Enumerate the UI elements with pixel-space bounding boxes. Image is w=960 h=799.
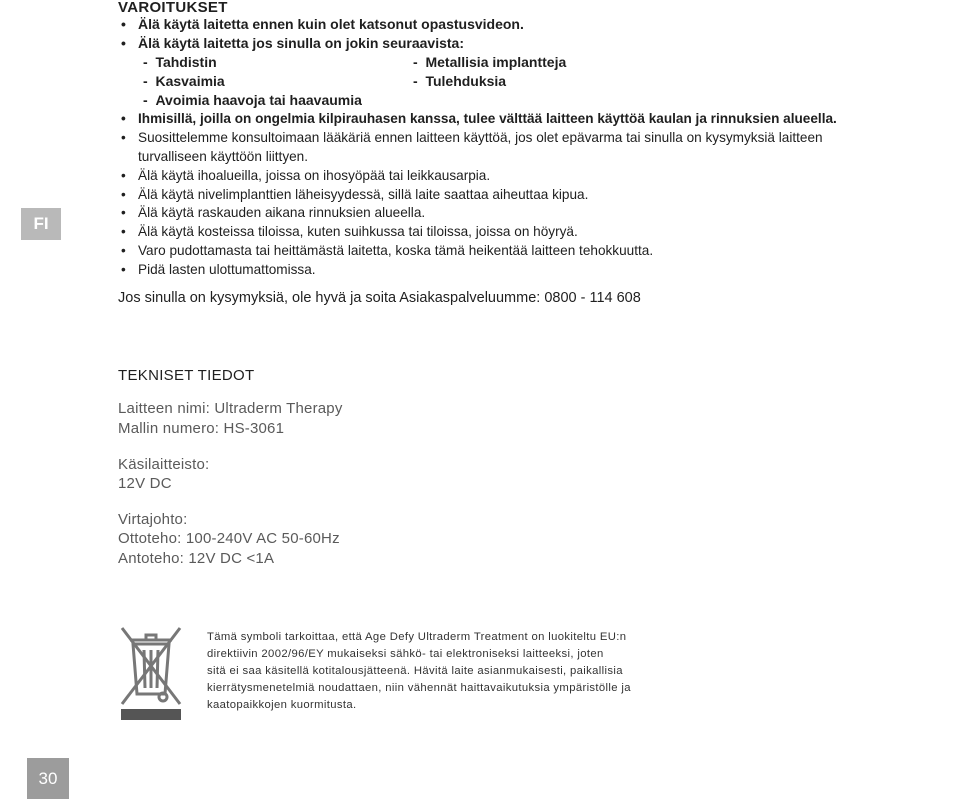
specs-heading: TEKNISET TIEDOT — [118, 367, 255, 384]
customer-service-contact: Jos sinulla on kysymyksiä, ole hyvä ja soita Asiakaspalveluumme: 0800 - 114 608 — [118, 290, 641, 306]
crossed-out-wheelie-bin-icon — [118, 622, 184, 722]
handpiece-label: Käsilaitteisto: — [118, 456, 210, 473]
model-number: Mallin numero: HS-3061 — [118, 420, 285, 437]
weee-disposal-notice: Tämä symboli tarkoittaa, että Age Defy Ultraderm Treatment on luokiteltu EU:n direktiivin 2002/96/EY mukaiseksi sähkö- tai elektroniseksi laitteeksi, joten sitä ei saa käsitellä kotitalousjätteenä. Hävitä laite asianmukaisesti, paikallisia kierrätysmenetelmiä noudattaen, niin vähennät haittavaikutuksia ympäristölle ja kaatopaikkojen kuormitusta. — [207, 631, 631, 711]
warnings-heading: VAROITUKSET — [118, 0, 228, 16]
power-input: Ottoteho: 100-240V AC 50-60Hz — [118, 530, 340, 547]
handpiece-value: 12V DC — [118, 475, 172, 492]
language-tab: FI — [21, 208, 61, 240]
power-output: Antoteho: 12V DC <1A — [118, 550, 275, 567]
page-number: 30 — [27, 758, 69, 799]
device-name: Laitteen nimi: Ultraderm Therapy — [118, 400, 343, 417]
power-cord-label: Virtajohto: — [118, 511, 188, 528]
